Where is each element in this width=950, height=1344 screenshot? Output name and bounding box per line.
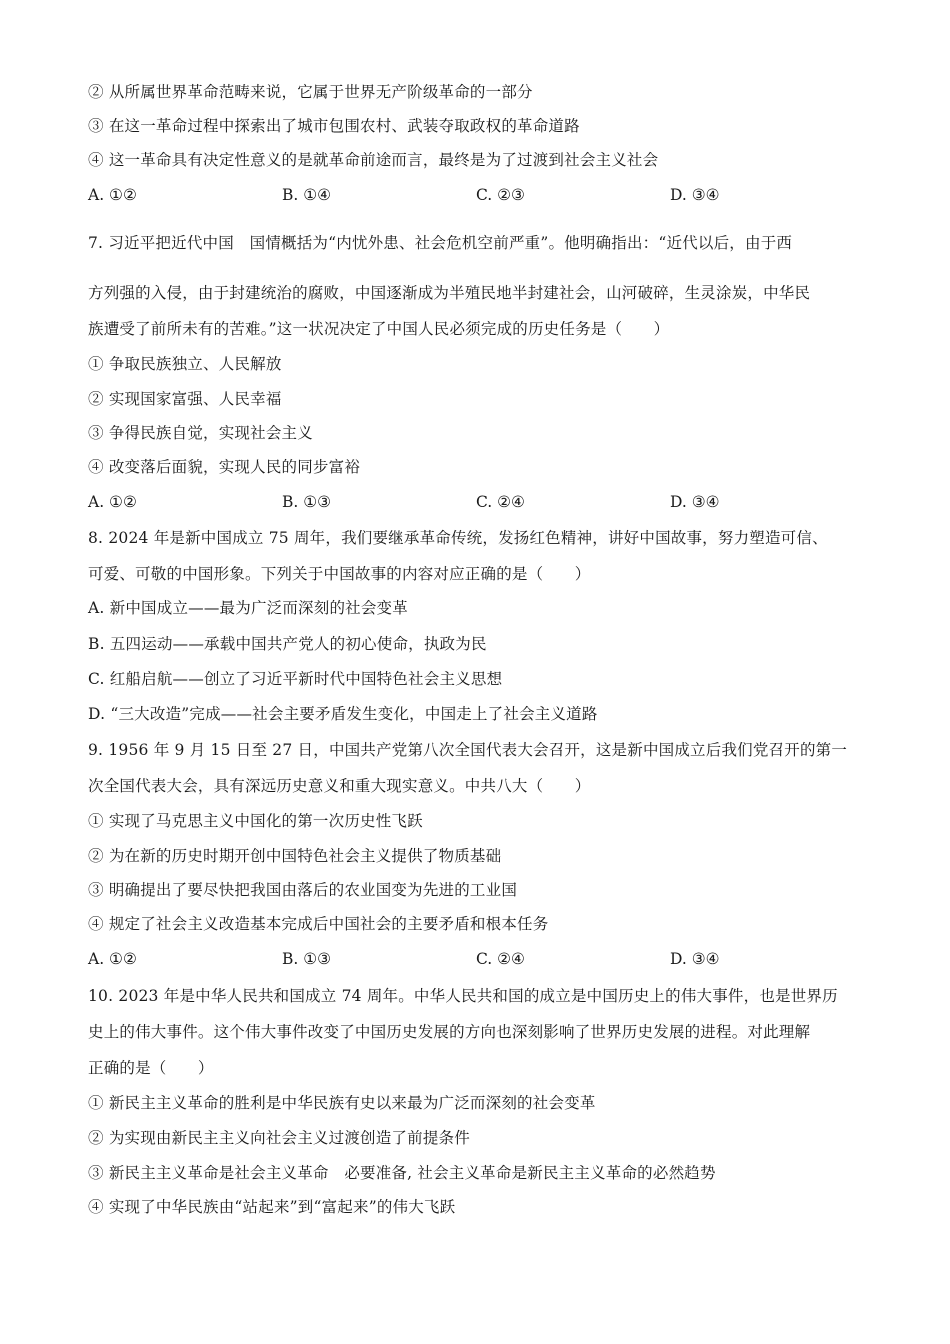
q8-stem-line-2: 可爱、可敬的中国形象。下列关于中国故事的内容对应正确的是（ ） (88, 565, 591, 583)
q7-item-4: ④ 改变落后面貌，实现人民的同步富裕 (88, 458, 361, 476)
q9-item-4: ④ 规定了社会主义改造基本完成后中国社会的主要矛盾和根本任务 (88, 915, 549, 933)
q7-option-a: A. ①② (88, 493, 137, 511)
q9-item-2: ② 为在新的历史时期开创中国特色社会主义提供了物质基础 (88, 847, 502, 865)
q9-option-a: A. ①② (88, 950, 137, 968)
q7-item-2: ② 实现国家富强、人民幸福 (88, 390, 282, 408)
q6-item-3: ③ 在这一革命过程中探索出了城市包围农村、武装夺取政权的革命道路 (88, 117, 580, 135)
q6-item-4: ④ 这一革命具有决定性意义的是就革命前途而言，最终是为了过渡到社会主义社会 (88, 151, 659, 169)
q9-item-1: ① 实现了马克思主义中国化的第一次历史性飞跃 (88, 812, 423, 830)
q9-item-3: ③ 明确提出了要尽快把我国由落后的农业国变为先进的工业国 (88, 881, 518, 899)
q9-option-b: B. ①③ (282, 950, 332, 968)
q6-item-2: ② 从所属世界革命范畴来说，它属于世界无产阶级革命的一部分 (88, 83, 533, 101)
q8-stem-line-1: 8. 2024 年是新中国成立 75 周年，我们要继承革命传统，发扬红色精神，讲好中国故事，努力塑造可信、 (88, 529, 828, 547)
q10-item-2: ② 为实现由新民主主义向社会主义过渡创造了前提条件 (88, 1129, 470, 1147)
q9-stem-line-1: 9. 1956 年 9 月 15 日至 27 日，中国共产党第八次全国代表大会召开，这是新中国成立后我们党召开的第一 (88, 741, 848, 759)
q10-item-3: ③ 新民主主义革命是社会主义革命 必要准备, 社会主义革命是新民主主义革命的必然趋势 (88, 1164, 716, 1182)
q10-stem-line-3: 正确的是（ ） (88, 1059, 214, 1077)
q7-option-c: C. ②④ (476, 493, 525, 511)
q9-stem-line-2: 次全国代表大会，具有深远历史意义和重大现实意义。中共八大（ ） (88, 777, 591, 795)
q8-option-d: D. “三大改造”完成——社会主要矛盾发生变化，中国走上了社会主义道路 (88, 705, 598, 723)
q10-stem-line-2: 史上的伟大事件。这个伟大事件改变了中国历史发展的方向也深刻影响了世界历史发展的进程。对此理解 (88, 1023, 811, 1041)
q9-option-c: C. ②④ (476, 950, 525, 968)
q7-option-b: B. ①③ (282, 493, 332, 511)
q7-item-3: ③ 争得民族自觉，实现社会主义 (88, 424, 313, 442)
q9-option-d: D. ③④ (670, 950, 720, 968)
q6-option-c: C. ②③ (476, 186, 525, 204)
q6-option-b: B. ①④ (282, 186, 332, 204)
q7-stem-line-2: 方列强的入侵，由于封建统治的腐败，中国逐渐成为半殖民地半封建社会，山河破碎，生灵涂炭，中华民 (88, 284, 811, 302)
q7-option-d: D. ③④ (670, 493, 720, 511)
q10-stem-line-1: 10. 2023 年是中华人民共和国成立 74 周年。中华人民共和国的成立是中国历史上的伟大事件，也是世界历 (88, 987, 838, 1005)
q7-stem-line-3: 族遭受了前所未有的苦难。”这一状况决定了中国人民必须完成的历史任务是（ ） (88, 320, 670, 338)
q10-item-4: ④ 实现了中华民族由“站起来”到“富起来”的伟大飞跃 (88, 1198, 456, 1216)
q8-option-c: C. 红船启航——创立了习近平新时代中国特色社会主义思想 (88, 670, 503, 688)
q7-item-1: ① 争取民族独立、人民解放 (88, 355, 282, 373)
q6-option-a: A. ①② (88, 186, 137, 204)
q6-option-d: D. ③④ (670, 186, 720, 204)
q8-option-b: B. 五四运动——承载中国共产党人的初心使命，执政为民 (88, 635, 487, 653)
q7-stem-line-1: 7. 习近平把近代中国 国情概括为“内忧外患、社会危机空前严重”。他明确指出：“近代以后，由于西 (88, 234, 793, 252)
q8-option-a: A. 新中国成立——最为广泛而深刻的社会变革 (88, 599, 408, 617)
q10-item-1: ① 新民主主义革命的胜利是中华民族有史以来最为广泛而深刻的社会变革 (88, 1094, 596, 1112)
